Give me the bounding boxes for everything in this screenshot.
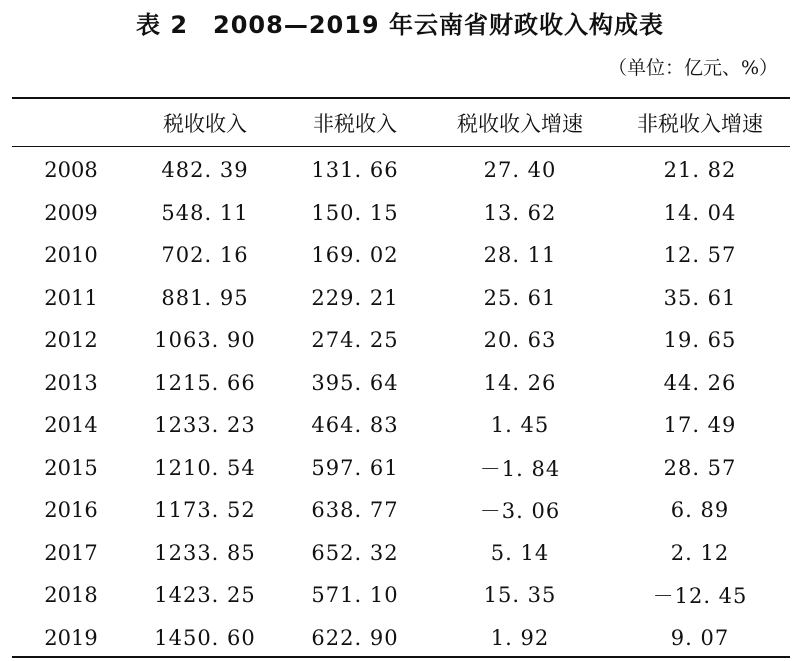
header-tax-growth: 税收收入增速 xyxy=(457,112,583,136)
cell-nontax-growth: 21. 82 xyxy=(663,158,737,182)
cell-tax-revenue: 1215. 66 xyxy=(154,370,256,395)
header-rule xyxy=(12,146,790,147)
cell-tax-growth: 13. 62 xyxy=(483,200,557,225)
table-row xyxy=(12,489,790,531)
cell-year: 2008 xyxy=(44,158,98,182)
cell-nontax-revenue: 131. 66 xyxy=(311,158,399,182)
unit-note: （单位：亿元、%） xyxy=(607,57,778,79)
cell-year: 2011 xyxy=(44,285,98,310)
cell-nontax-growth: 9. 07 xyxy=(670,625,730,650)
cell-year: 2014 xyxy=(44,413,98,437)
cell-tax-growth: 20. 63 xyxy=(483,328,557,352)
table-title: 表 2 2008—2019 年云南省财政收入构成表 xyxy=(135,11,664,39)
cell-tax-growth: 28. 11 xyxy=(483,243,557,267)
cell-nontax-growth: 17. 49 xyxy=(663,413,737,437)
cell-nontax-growth: 14. 04 xyxy=(663,200,737,225)
header-nontax-growth: 非税收入增速 xyxy=(637,112,763,136)
cell-nontax-revenue: 395. 64 xyxy=(311,370,399,395)
table-row xyxy=(12,192,790,234)
cell-nontax-revenue: 274. 25 xyxy=(311,328,399,352)
cell-nontax-growth: 44. 26 xyxy=(663,370,737,395)
cell-nontax-revenue: 169. 02 xyxy=(311,243,399,267)
table-row xyxy=(12,277,790,319)
table-row xyxy=(12,447,790,489)
cell-nontax-revenue: 150. 15 xyxy=(311,200,399,225)
cell-nontax-revenue: 652. 32 xyxy=(311,540,399,565)
cell-year: 2017 xyxy=(44,540,98,565)
top-rule xyxy=(12,97,790,99)
cell-nontax-growth: －12. 45 xyxy=(652,584,748,608)
cell-tax-revenue: 1210. 54 xyxy=(154,455,256,480)
cell-nontax-revenue: 464. 83 xyxy=(311,413,399,437)
cell-tax-growth: 27. 40 xyxy=(483,158,557,182)
cell-tax-revenue: 881. 95 xyxy=(161,285,249,310)
cell-year: 2010 xyxy=(44,243,98,267)
cell-nontax-growth: 35. 61 xyxy=(663,285,737,310)
cell-tax-revenue: 702. 16 xyxy=(161,243,249,267)
table-row xyxy=(12,362,790,404)
cell-tax-revenue: 548. 11 xyxy=(161,200,249,225)
cell-tax-growth: 14. 26 xyxy=(483,370,557,395)
cell-nontax-growth: 12. 57 xyxy=(663,243,737,267)
cell-tax-revenue: 1450. 60 xyxy=(154,625,256,650)
cell-nontax-growth: 28. 57 xyxy=(663,455,737,480)
table-row xyxy=(12,574,790,616)
cell-tax-revenue: 482. 39 xyxy=(161,158,249,182)
cell-nontax-revenue: 597. 61 xyxy=(311,455,399,480)
table-row xyxy=(12,532,790,574)
cell-tax-revenue: 1423. 25 xyxy=(154,583,256,607)
cell-year: 2019 xyxy=(44,625,98,650)
cell-tax-growth: 1. 45 xyxy=(490,413,550,437)
cell-tax-growth: 5. 14 xyxy=(490,540,550,565)
cell-year: 2015 xyxy=(44,455,98,480)
cell-year: 2016 xyxy=(44,498,98,522)
table-header xyxy=(12,102,790,144)
cell-nontax-revenue: 229. 21 xyxy=(311,285,399,310)
cell-nontax-growth: 6. 89 xyxy=(670,498,730,522)
table-row xyxy=(12,234,790,276)
header-nontax-revenue: 非税收入 xyxy=(313,112,397,136)
header-tax-revenue: 税收收入 xyxy=(163,112,247,136)
cell-tax-revenue: 1233. 23 xyxy=(154,413,256,437)
cell-nontax-revenue: 638. 77 xyxy=(311,498,399,522)
cell-tax-growth: －3. 06 xyxy=(479,499,561,523)
cell-year: 2012 xyxy=(44,328,98,352)
cell-tax-growth: 15. 35 xyxy=(483,583,557,607)
cell-tax-revenue: 1173. 52 xyxy=(154,498,256,522)
table-row xyxy=(12,617,790,659)
cell-tax-revenue: 1063. 90 xyxy=(154,328,256,352)
cell-tax-growth: 1. 92 xyxy=(490,625,550,650)
cell-nontax-revenue: 622. 90 xyxy=(311,625,399,650)
cell-year: 2009 xyxy=(44,200,98,225)
cell-tax-revenue: 1233. 85 xyxy=(154,540,256,565)
cell-nontax-growth: 19. 65 xyxy=(663,328,737,352)
cell-nontax-revenue: 571. 10 xyxy=(311,583,399,607)
cell-year: 2013 xyxy=(44,370,98,395)
table-row xyxy=(12,319,790,361)
cell-tax-growth: 25. 61 xyxy=(483,285,557,310)
table-row xyxy=(12,149,790,191)
table-row xyxy=(12,404,790,446)
cell-year: 2018 xyxy=(44,583,98,607)
cell-nontax-growth: 2. 12 xyxy=(670,540,730,565)
cell-tax-growth: －1. 84 xyxy=(479,456,561,481)
